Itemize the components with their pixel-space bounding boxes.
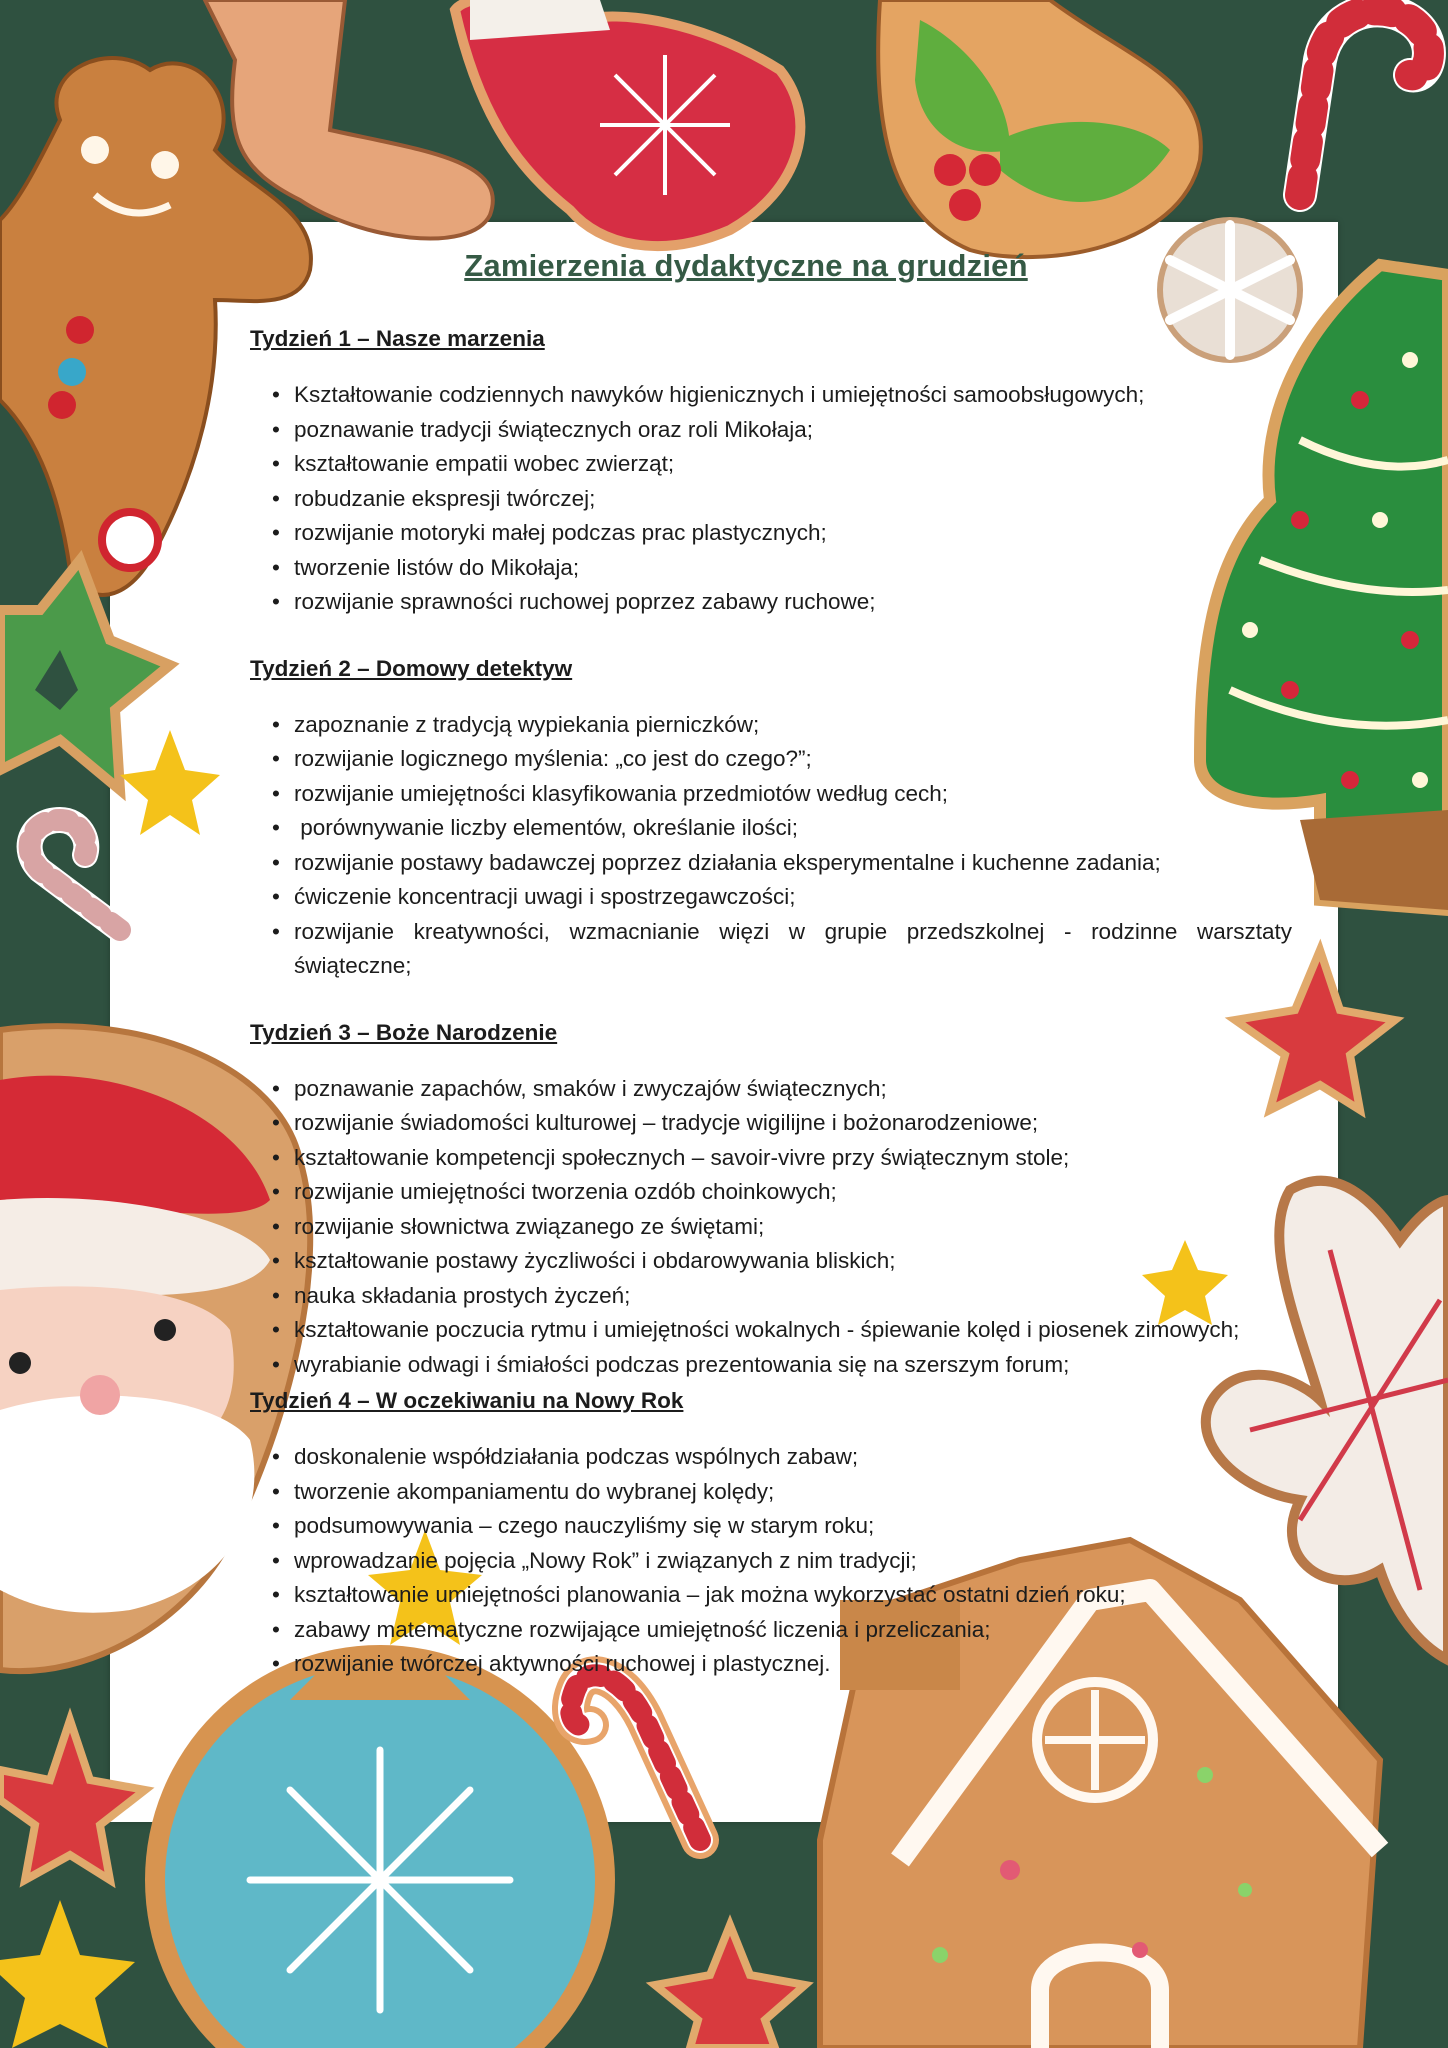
week-1-title: Tydzień 1 – Nasze marzenia — [250, 326, 545, 351]
list-item: • rozwijanie kreatywności, wzmacnianie więzi w grupie przedszkolnej - rodzinne warsztaty świąteczne; — [272, 915, 1312, 984]
list-item: • kształtowanie umiejętności planowania – jak można wykorzystać ostatni dzień roku; — [272, 1578, 1312, 1613]
list-item: • kształtowanie kompetencji społecznych – savoir-vivre przy świątecznym stole; — [272, 1141, 1312, 1176]
list-item: • porównywanie liczby elementów, określanie ilości; — [272, 811, 1312, 846]
week-2-title: Tydzień 2 – Domowy detektyw — [250, 655, 573, 681]
list-item: • podsumowywania – czego nauczyliśmy się w starym roku; — [272, 1509, 1312, 1544]
list-item: • kształtowanie poczucia rytmu i umiejętności wokalnych - śpiewanie kolęd i piosenek zimowych; — [272, 1313, 1312, 1348]
list-item: • rozwijanie umiejętności klasyfikowania przedmiotów według cech; — [272, 777, 1312, 812]
week-3-title: Tydzień 3 – Boże Narodzenie — [250, 1019, 558, 1045]
week-1-section — [250, 324, 1312, 620]
list-item: • Kształtowanie codziennych nawyków higienicznych i umiejętności samoobsługowych; — [272, 378, 1312, 413]
list-item: • wprowadzanie pojęcia „Nowy Rok” i związanych z nim tradycji; — [272, 1544, 1312, 1579]
star-icon — [0, 1900, 135, 2048]
candy-cane-icon — [30, 820, 120, 930]
week-2-list — [250, 708, 1312, 984]
week-3-list — [250, 1072, 1312, 1383]
week-4-list — [250, 1440, 1312, 1682]
list-item: • rozwijanie motoryki małej podczas prac plastycznych; — [272, 516, 1312, 551]
list-item: • zabawy matematyczne rozwijające umiejętność liczenia i przeliczania; — [272, 1613, 1312, 1648]
list-item: • doskonalenie współdziałania podczas wspólnych zabaw; — [272, 1440, 1312, 1475]
star-cookie-icon — [0, 560, 170, 790]
list-item: • wyrabianie odwagi i śmiałości podczas prezentowania się na szerszym forum; — [272, 1348, 1312, 1383]
list-item: • kształtowanie postawy życzliwości i obdarowywania bliskich; — [272, 1244, 1312, 1279]
star-icon — [120, 730, 220, 835]
list-item: • rozwijanie słownictwa związanego ze świętami; — [272, 1210, 1312, 1245]
list-item: • ćwiczenie koncentracji uwagi i spostrzegawczości; — [272, 880, 1312, 915]
list-item: • kształtowanie empatii wobec zwierząt; — [272, 447, 1312, 482]
list-item: • rozwijanie logicznego myślenia: „co jest do czego?”; — [272, 742, 1312, 777]
list-item: • tworzenie akompaniamentu do wybranej kolędy; — [272, 1475, 1312, 1510]
list-item: • rozwijanie świadomości kulturowej – tradycje wigilijne i bożonarodzeniowe; — [272, 1106, 1312, 1141]
holly-icon — [878, 0, 1201, 257]
week-2-section — [250, 654, 1312, 984]
list-item: • robudzanie ekspresji twórczej; — [272, 482, 1312, 517]
mitten-icon — [455, 0, 800, 246]
page-title: Zamierzenia dydaktyczne na grudzień — [464, 248, 1028, 283]
list-item: • poznawanie tradycji świątecznych oraz roli Mikołaja; — [272, 413, 1312, 448]
document-content — [250, 248, 1312, 1716]
list-item: • nauka składania prostych życzeń; — [272, 1279, 1312, 1314]
week-1-list — [250, 378, 1312, 620]
star-cookie-icon — [0, 1720, 145, 1880]
list-item: • rozwijanie umiejętności tworzenia ozdób choinkowych; — [272, 1175, 1312, 1210]
list-item: • zapoznanie z tradycją wypiekania pierniczków; — [272, 708, 1312, 743]
list-item: • poznawanie zapachów, smaków i zwyczajów świątecznych; — [272, 1072, 1312, 1107]
list-item: • rozwijanie postawy badawczej poprzez działania eksperymentalne i kuchenne zadania; — [272, 846, 1312, 881]
star-cookie-icon — [655, 1925, 805, 2048]
week-4-section — [250, 1386, 1312, 1682]
list-item: • rozwijanie sprawności ruchowej poprzez zabawy ruchowe; — [272, 585, 1312, 620]
week-4-title: Tydzień 4 – W oczekiwaniu na Nowy Rok — [250, 1388, 684, 1413]
week-3-section — [250, 1018, 1312, 1383]
list-item: • tworzenie listów do Mikołaja; — [272, 551, 1312, 586]
list-item: • rozwijanie twórczej aktywności ruchowej i plastycznej. — [272, 1647, 1312, 1682]
candy-cane-icon — [1300, 10, 1429, 195]
